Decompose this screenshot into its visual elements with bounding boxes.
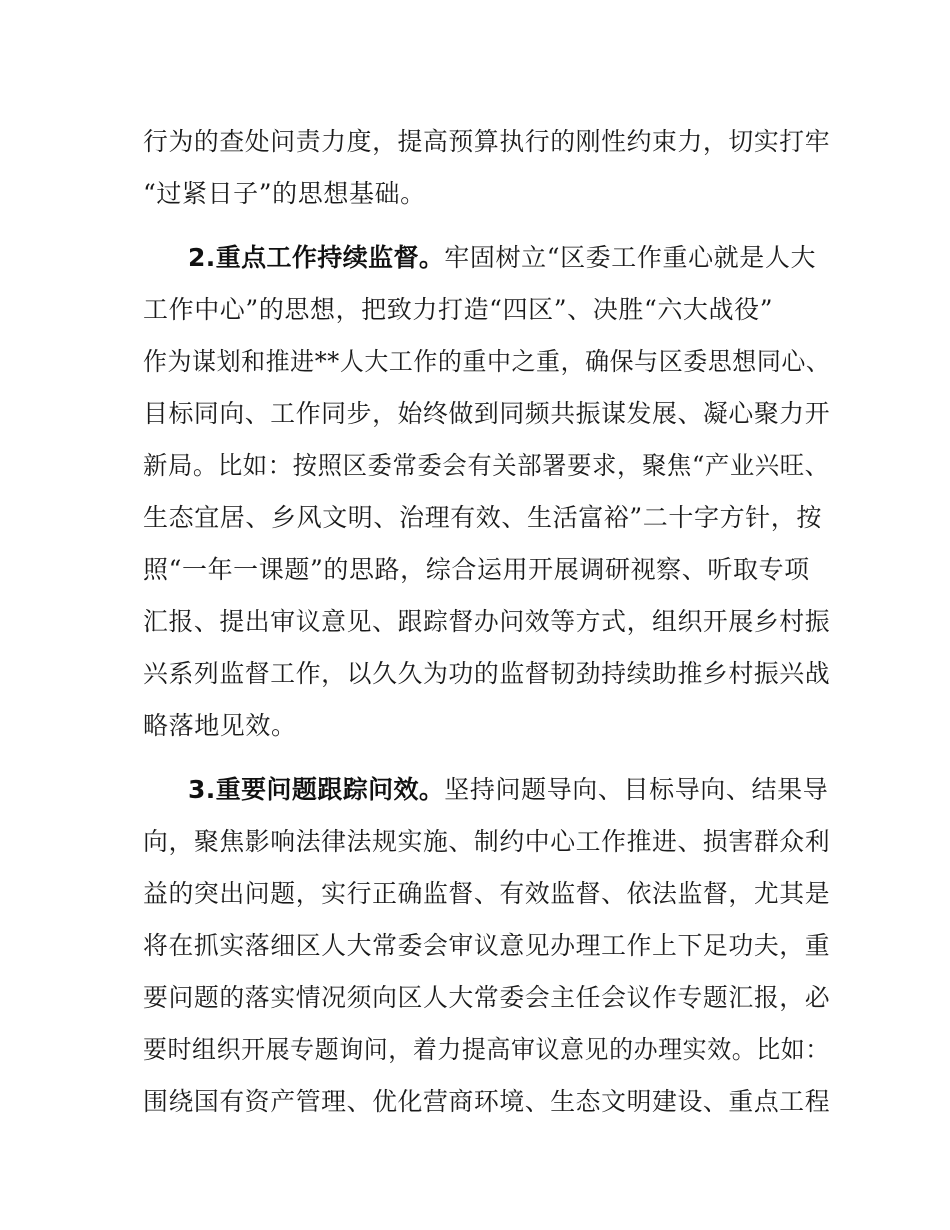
section-2-line-4: 目标同向、工作同步，始终做到同频共振谋发展、凝心聚力开 (143, 399, 831, 428)
section-2-line-9: 兴系列监督工作，以久久为功的监督韧劲持续助推乡村振兴战 (143, 659, 831, 688)
section-3-first-line (188, 770, 828, 810)
section-2-first-line (188, 238, 816, 278)
section-3-line-1: 坚持问题导向、目标导向、结果导 (444, 775, 829, 804)
section-3-line-3: 益的突出问题，实行正确监督、有效监督、依法监督，尤其是 (143, 879, 831, 908)
section-2-line-8: 汇报、提出审议意见、跟踪督办问效等方式，组织开展乡村振 (143, 607, 831, 636)
section-2-line-2: 工作中心”的思想，把致力打造“四区”、决胜“六大战役” (143, 295, 774, 324)
section-3-line-6: 要时组织开展专题询问，着力提高审议意见的办理实效。比如： (143, 1035, 830, 1064)
section-3-heading: 3.重要问题跟踪问效。 (188, 775, 445, 804)
section-2-line-5: 新局。比如：按照区委常委会有关部署要求，聚焦“产业兴旺、 (143, 451, 830, 480)
section-3-line-7: 围绕国有资产管理、优化营商环境、生态文明建设、重点工程 (143, 1087, 831, 1116)
section-2-line-3: 作为谋划和推进**人大工作的重中之重，确保与区委思想同心、 (143, 347, 831, 376)
intro-line-1: 行为的查处问责力度，提高预算执行的刚性约束力，切实打牢 (143, 127, 831, 156)
section-2-line-1: 牢固树立“区委工作重心就是人大 (444, 243, 817, 272)
section-2-line-10: 略落地见效。 (143, 711, 297, 740)
intro-line-2: “过紧日子”的思想基础。 (143, 179, 426, 208)
section-3-line-5: 要问题的落实情况须向区人大常委会主任会议作专题汇报，必 (143, 983, 831, 1012)
section-3-line-4: 将在抓实落细区人大常委会审议意见办理工作上下足功夫，重 (143, 931, 831, 960)
section-2-line-7: 照“一年一课题”的思路，综合运用开展调研视察、听取专项 (143, 555, 810, 584)
section-2-heading: 2.重点工作持续监督。 (188, 243, 445, 272)
section-3-line-2: 向，聚焦影响法律法规实施、制约中心工作推进、损害群众利 (143, 827, 831, 856)
section-2-line-6: 生态宜居、乡风文明、治理有效、生活富裕”二十字方针，按 (143, 503, 822, 532)
